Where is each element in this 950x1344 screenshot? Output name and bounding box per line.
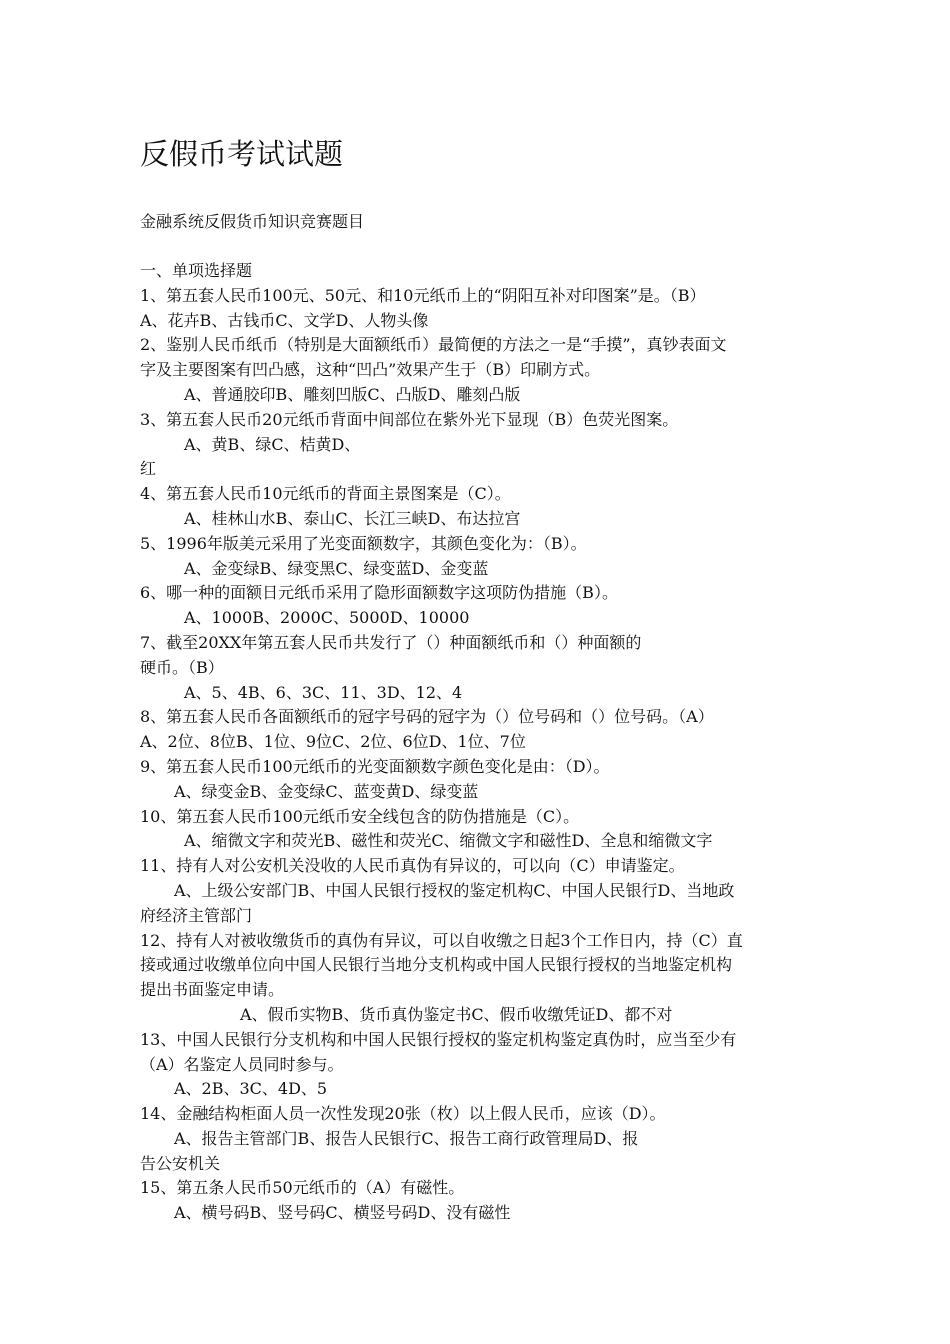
text-line: 4、第五套人民币10元纸币的背面主景图案是（C）。: [140, 484, 511, 504]
text-line: A、金变绿B、绿变黑C、绿变蓝D、金变蓝: [184, 558, 489, 578]
text-line: 12、持有人对被收缴货币的真伪有异议，可以自收缴之日起3个工作日内，持（C）直: [140, 930, 743, 950]
text-line: 9、第五套人民币100元纸币的光变面额数字颜色变化是由：（D）。: [140, 756, 610, 776]
text-line: 8、第五套人民币各面额纸币的冠字号码的冠字为（）位号码和（）位号码。（A）: [140, 707, 714, 727]
text-line: A、5、4B、6、3C、11、3D、12、4: [184, 682, 463, 702]
text-line: A、普通胶印B、雕刻凹版C、凸版D、雕刻凸版: [184, 384, 521, 404]
text-line: 2、鉴别人民币纸币（特别是大面额纸币）最简便的方法之一是“手摸”，真钞表面文: [140, 335, 727, 355]
text-line: A、1000B、2000C、5000D、10000: [184, 608, 470, 628]
text-line: 告公安机关: [140, 1153, 221, 1173]
text-line: 7、截至20XX年第五套人民币共发行了（）种面额纸币和（）种面额的: [140, 632, 642, 652]
text-line: A、横号码B、竖号码C、横竖号码D、没有磁性: [174, 1203, 511, 1223]
text-line: 府经济主管部门: [140, 905, 253, 925]
document-title: 反假币考试试题: [140, 137, 344, 171]
text-line: 6、哪一种的面额日元纸币采用了隐形面额数字这项防伪措施（B）。: [140, 583, 618, 603]
text-line: 5、1996年版美元采用了光变面额数字，其颜色变化为：（B）。: [140, 533, 587, 553]
text-line: A、黄B、绿C、桔黄D、: [184, 434, 361, 454]
text-line: A、上级公安部门B、中国人民银行授权的鉴定机构C、中国人民银行D、当地政: [174, 880, 735, 900]
question-list: [140, 259, 830, 1226]
text-line: 13、中国人民银行分支机构和中国人民银行授权的鉴定机构鉴定真伪时，应当至少有: [140, 1029, 737, 1049]
document-subtitle: 金融系统反假货币知识竞赛题目: [140, 212, 365, 231]
text-line: 3、第五套人民币20元纸币背面中间部位在紫外光下显现（B）色荧光图案。: [140, 409, 679, 429]
text-line: A、花卉B、古钱币C、文学D、人物头像: [140, 310, 429, 330]
text-line: A、2位、8位B、1位、9位C、2位、6位D、1位、7位: [140, 732, 526, 752]
text-line: A、绿变金B、金变绿C、蓝变黄D、绿变蓝: [174, 781, 479, 801]
text-line: 15、第五条人民币50元纸币的（A）有磁性。: [140, 1178, 465, 1198]
text-line: 硬币。（B）: [140, 657, 224, 677]
text-line: A、缩微文字和荧光B、磁性和荧光C、缩微文字和磁性D、全息和缩微文字: [184, 831, 713, 851]
text-line: （A）名鉴定人员同时参与。: [140, 1054, 344, 1074]
text-line: 一、单项选择题: [140, 261, 253, 280]
text-line: A、假币实物B、货币真伪鉴定书C、假币收缴凭证D、都不对: [240, 1004, 673, 1024]
text-line: 1、第五套人民币100元、50元、和10元纸币上的“阴阳互补对印图案”是。（B）: [140, 285, 706, 305]
text-line: A、2B、3C、4D、5: [174, 1079, 328, 1099]
text-line: A、桂林山水B、泰山C、长江三峡D、布达拉宫: [184, 508, 521, 528]
text-line: 红: [140, 459, 157, 479]
text-line: 字及主要图案有凹凸感，这种“凹凸”效果产生于（B）印刷方式。: [140, 360, 601, 380]
text-line: 提出书面鉴定申请。: [140, 980, 285, 1000]
text-line: 10、第五套人民币100元纸币安全线包含的防伪措施是（C）。: [140, 806, 580, 826]
text-line: 接或通过收缴单位向中国人民银行当地分支机构或中国人民银行授权的当地鉴定机构: [140, 955, 733, 975]
text-line: 11、持有人对公安机关没收的人民币真伪有异议的，可以向（C）申请鉴定。: [140, 856, 685, 876]
text-line: A、报告主管部门B、报告人民银行C、报告工商行政管理局D、报: [174, 1128, 639, 1148]
text-line: 14、金融结构柜面人员一次性发现20张（枚）以上假人民币，应该（D）。: [140, 1104, 666, 1124]
